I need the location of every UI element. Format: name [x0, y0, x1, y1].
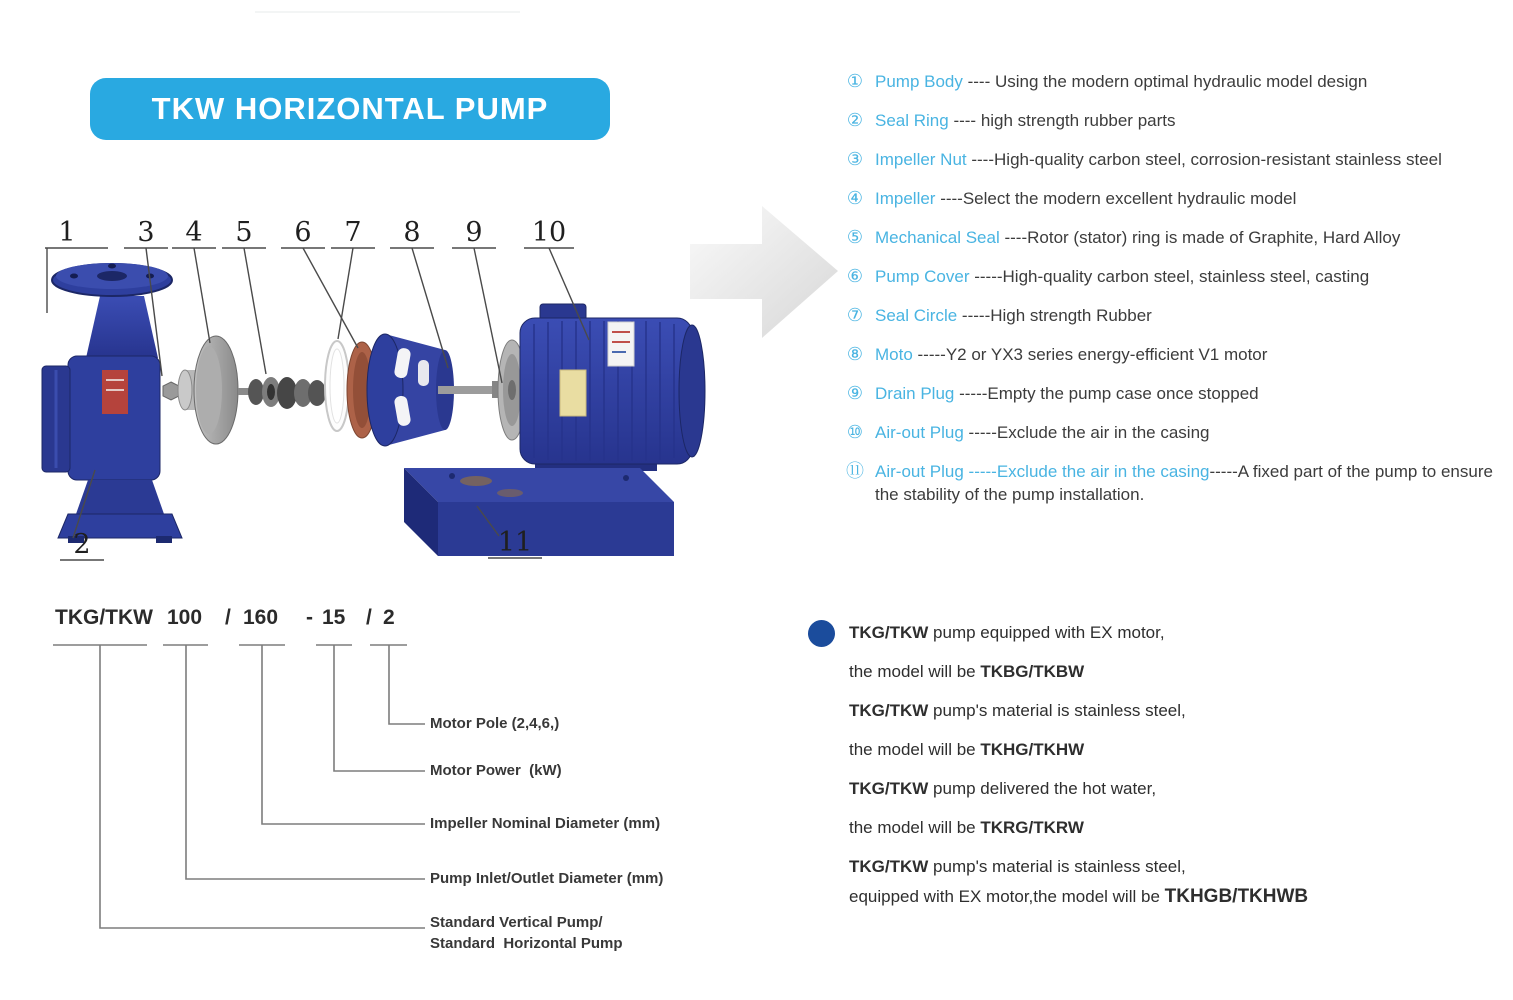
callout-number-8: 8	[403, 218, 421, 248]
part-name: Impeller	[875, 189, 936, 208]
part-number-badge: ⑤	[846, 227, 864, 247]
part-description: High-quality carbon steel, stainless steel, casting	[1002, 267, 1370, 286]
part-name: Impeller Nut	[875, 150, 967, 169]
impeller-illustration	[178, 336, 238, 444]
part-name: Pump Body	[875, 72, 963, 91]
page-title: TKW HORIZONTAL PUMP	[151, 91, 549, 126]
part-separator: -----	[963, 423, 997, 442]
variant-line	[849, 886, 1489, 908]
callout-number-4: 4	[185, 218, 203, 248]
model-label-standard-vertical: Standard Vertical Pump/	[430, 914, 603, 931]
part-name: Seal Circle	[875, 306, 958, 325]
part-description: Select the modern excellent hydraulic model	[962, 189, 1297, 208]
callout-number-6: 6	[294, 218, 312, 248]
mechanical-seal-illustration	[238, 377, 326, 409]
variant-line	[849, 817, 1489, 839]
part-separator: -----	[912, 345, 946, 364]
part-number-badge: ⑩	[846, 422, 864, 442]
parts-list-item	[843, 421, 1511, 444]
part-description: High-quality carbon steel, corrosion-resistant stainless steel	[994, 150, 1442, 169]
variant-bold-text: TKG/TKW	[849, 701, 929, 720]
model-code-breakdown	[40, 598, 740, 978]
parts-list-item	[843, 343, 1511, 366]
part-separator: ----	[999, 228, 1028, 247]
model-code-connectors	[40, 598, 740, 978]
callout-number-5: 5	[235, 218, 253, 248]
part-separator: -----	[954, 384, 988, 403]
title-banner	[90, 78, 610, 140]
parts-list-item	[843, 265, 1511, 288]
part-number-badge: ⑨	[846, 383, 864, 403]
parts-list-item	[843, 382, 1511, 405]
pump-cover-illustration	[347, 334, 454, 446]
model-code-segment: /	[225, 606, 231, 629]
part-separator: ----	[962, 72, 995, 91]
variant-text: pump's material is stainless steel,	[928, 857, 1186, 876]
part-number-badge: ⑥	[846, 266, 864, 286]
variant-line	[849, 856, 1489, 878]
callout-number-11: 11	[497, 527, 533, 558]
part-description: Y2 or YX3 series energy-efficient V1 motor	[945, 345, 1268, 364]
variant-line	[849, 778, 1489, 800]
part-description: High strength Rubber	[990, 306, 1152, 325]
part-number-badge: ⑪	[846, 461, 864, 481]
parts-list-item	[843, 148, 1511, 171]
part-name: Mechanical Seal	[875, 228, 1000, 247]
parts-list-item	[843, 70, 1511, 93]
variant-model-name: TKRG/TKRW	[980, 818, 1084, 837]
variant-line	[849, 622, 1489, 644]
model-label-motor-power: Motor Power (kW)	[430, 762, 562, 779]
part-separator: ----	[948, 111, 981, 130]
part-name: Seal Ring	[875, 111, 949, 130]
parts-list	[843, 70, 1511, 506]
part-number-badge: ⑦	[846, 305, 864, 325]
variant-text: pump equipped with EX motor,	[928, 623, 1165, 642]
part-name: Air-out Plug	[875, 423, 964, 442]
model-code-segment: 2	[383, 606, 395, 629]
callout-number-10: 10	[531, 218, 567, 248]
seal-circle-illustration	[325, 341, 349, 431]
part-separator: -----	[969, 267, 1003, 286]
parts-list-item	[843, 187, 1511, 210]
part-description: Using the modern optimal hydraulic model design	[994, 72, 1368, 91]
variant-text: equipped with EX motor,the model will be	[849, 887, 1165, 906]
impeller-nut-illustration	[163, 382, 179, 400]
callout-number-9: 9	[465, 218, 483, 248]
exploded-pump-diagram	[40, 218, 740, 570]
variant-bold-text: TKG/TKW	[849, 623, 929, 642]
part-number-badge: ③	[846, 149, 864, 169]
parts-list-item	[843, 109, 1511, 132]
part-description: Empty the pump case once stopped	[987, 384, 1259, 403]
parts-list-item	[843, 226, 1511, 249]
model-label-inlet-outlet: Pump Inlet/Outlet Diameter (mm)	[430, 870, 664, 887]
parts-list-item	[843, 304, 1511, 327]
pump-body-illustration	[42, 263, 182, 543]
model-code-segment: 160	[243, 606, 279, 629]
part-separator: -----	[1209, 462, 1238, 481]
part-separator: ----	[966, 150, 995, 169]
variant-bold-text: TKG/TKW	[849, 779, 929, 798]
part-name: Pump Cover	[875, 267, 970, 286]
bullet-dot-icon	[808, 620, 835, 647]
part-number-badge: ⑧	[846, 344, 864, 364]
variant-text: the model will be	[849, 818, 981, 837]
part-name: Air-out Plug -----Exclude the air in the casing	[875, 462, 1210, 481]
part-name: Moto	[875, 345, 913, 364]
callout-number-2: 2	[73, 529, 91, 560]
variant-model-name: TKHG/TKHW	[980, 740, 1085, 759]
variant-line	[849, 661, 1489, 683]
model-label-impeller-diameter: Impeller Nominal Diameter (mm)	[430, 815, 661, 832]
variant-text: pump delivered the hot water,	[928, 779, 1157, 798]
parts-list-item	[843, 460, 1511, 506]
model-code-segment: /	[366, 606, 372, 629]
part-description: A fixed part of the pump to ensure the stability of the pump installation.	[875, 462, 1493, 504]
part-description: high strength rubber parts	[980, 111, 1176, 130]
part-name: Drain Plug	[875, 384, 955, 403]
motor-illustration	[438, 304, 705, 471]
variant-text: the model will be	[849, 740, 981, 759]
model-code-segment: TKG/TKW	[55, 606, 153, 629]
variant-line	[849, 700, 1489, 722]
model-variants-notes	[849, 622, 1489, 925]
part-number-badge: ②	[846, 110, 864, 130]
model-label-standard-horizontal: Standard Horizontal Pump	[430, 935, 623, 952]
variant-line	[849, 739, 1489, 761]
part-description: Exclude the air in the casing	[996, 423, 1210, 442]
part-separator: ----	[935, 189, 963, 208]
part-separator: -----	[957, 306, 991, 325]
callout-number-1: 1	[58, 218, 76, 248]
model-code-segment: -	[306, 606, 313, 629]
part-number-badge: ①	[846, 71, 864, 91]
scan-artifact-line	[255, 11, 520, 13]
variant-text: pump's material is stainless steel,	[928, 701, 1186, 720]
part-description: Rotor (stator) ring is made of Graphite, Hard Alloy	[1027, 228, 1401, 247]
variant-text: the model will be	[849, 662, 981, 681]
model-code-segment: 100	[167, 606, 203, 629]
variant-model-name: TKHGB/TKHWB	[1164, 886, 1309, 907]
callout-number-3: 3	[137, 218, 155, 248]
base-plate-illustration	[404, 468, 674, 556]
part-number-badge: ④	[846, 188, 864, 208]
callout-number-7: 7	[344, 218, 362, 248]
variant-model-name: TKBG/TKBW	[980, 662, 1085, 681]
variant-bold-text: TKG/TKW	[849, 857, 929, 876]
model-label-motor-pole: Motor Pole (2,4,6,)	[430, 715, 560, 732]
model-code-segment: 15	[322, 606, 346, 629]
